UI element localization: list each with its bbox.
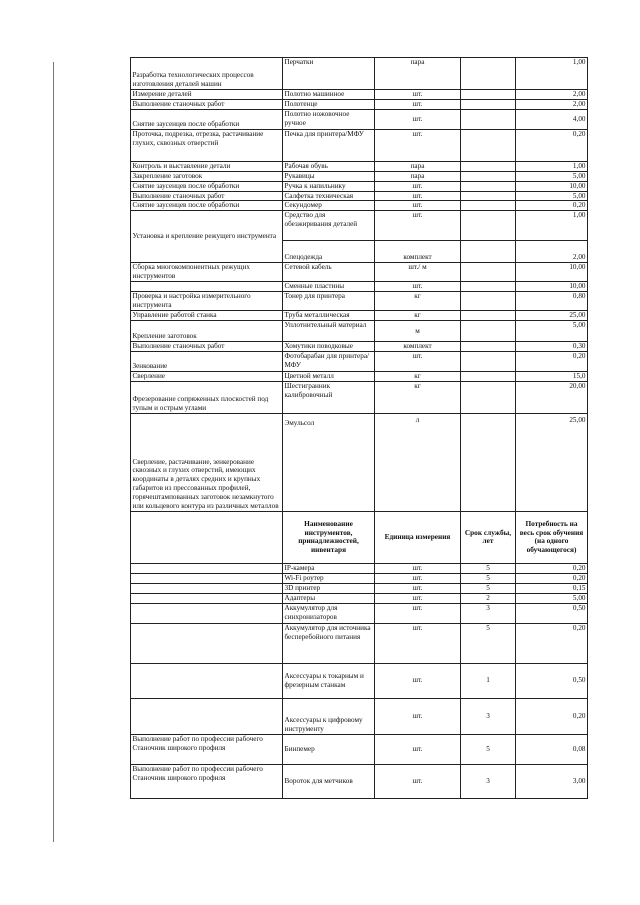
unit-cell: шт.	[375, 698, 461, 734]
name-cell: Хомутики поводковые	[283, 342, 375, 352]
name-cell: Перчатки	[283, 58, 375, 90]
table-row	[131, 58, 588, 90]
qty-cell: 5,00	[516, 593, 588, 603]
work-cell	[131, 698, 283, 734]
qty-cell: 5,00	[516, 171, 588, 181]
table-row	[131, 698, 588, 734]
unit-cell: шт.	[375, 583, 461, 593]
name-cell: Бинпемер	[283, 734, 375, 764]
work-cell: Измерение деталей	[131, 90, 283, 100]
qty-cell: 2,00	[516, 241, 588, 263]
term-cell	[461, 129, 516, 161]
table-row	[131, 263, 588, 282]
qty-cell: 0,20	[516, 573, 588, 583]
qty-cell: 0,30	[516, 342, 588, 352]
work-cell: Установка и крепление режущего инструмента	[131, 211, 283, 263]
qty-cell: 0,15	[516, 583, 588, 593]
unit-cell: шт.	[375, 282, 461, 292]
term-cell: 5	[461, 583, 516, 593]
term-cell	[461, 90, 516, 100]
table-row	[131, 171, 588, 181]
qty-cell: 0,20	[516, 563, 588, 573]
page-margin-line	[53, 62, 54, 842]
unit-cell: шт.	[375, 573, 461, 583]
qty-cell: 0,50	[516, 663, 588, 698]
name-cell: Аксессуары к цифровому инструменту	[283, 698, 375, 734]
term-cell: 5	[461, 623, 516, 663]
term-cell: 3	[461, 698, 516, 734]
qty-cell: 2,00	[516, 90, 588, 100]
qty-cell: 0,20	[516, 129, 588, 161]
unit-cell: пара	[375, 161, 461, 171]
work-cell	[131, 282, 283, 292]
term-cell	[461, 352, 516, 372]
qty-cell: 0,50	[516, 603, 588, 623]
qty-cell: 25,00	[516, 311, 588, 321]
name-cell: Уплотнительный материал	[283, 321, 375, 342]
name-cell: Полотно машинное	[283, 90, 375, 100]
unit-cell: шт.	[375, 129, 461, 161]
table-row	[131, 321, 588, 342]
work-cell: Выполнение станочных работ	[131, 191, 283, 201]
unit-cell: шт.	[375, 99, 461, 109]
unit-cell: шт.	[375, 90, 461, 100]
unit-cell: шт.	[375, 352, 461, 372]
qty-cell: 1,00	[516, 211, 588, 241]
term-cell: 5	[461, 563, 516, 573]
qty-cell: 0,80	[516, 292, 588, 311]
unit-cell: шт.	[375, 181, 461, 191]
term-cell	[461, 321, 516, 342]
term-cell: 3	[461, 764, 516, 798]
name-cell: Труба металлическая	[283, 311, 375, 321]
name-cell: Wi-Fi роутер	[283, 573, 375, 583]
unit-cell: комплект	[375, 342, 461, 352]
qty-cell: 5,00	[516, 321, 588, 342]
work-cell: Выполнение работ по профессии рабочего Станочник широкого профиля	[131, 734, 283, 764]
unit-cell: шт.	[375, 563, 461, 573]
term-cell: 5	[461, 573, 516, 583]
unit-cell: комплект	[375, 241, 461, 263]
qty-cell: 0,20	[516, 623, 588, 663]
term-cell	[461, 263, 516, 282]
qty-cell: 0,20	[516, 352, 588, 372]
work-cell: Сверление, растачивание, зенкерование сквозных и глухих отверстий, имеющих координаты в деталях средних и крупных габаритов из прессованных профилей, горячештампованных заготовок незамкнутого или кольцевого контура из различных металлов	[131, 413, 283, 511]
name-cell: Тонер для принтера	[283, 292, 375, 311]
work-cell: Проверка и настройка измерительного инструмента	[131, 292, 283, 311]
name-cell: Аккумулятор для синхронизаторов	[283, 603, 375, 623]
work-cell: Сверление	[131, 372, 283, 382]
name-cell: Эмульсол	[283, 413, 375, 511]
name-cell: Вороток для метчиков	[283, 764, 375, 798]
unit-cell: шт.	[375, 201, 461, 211]
work-cell	[131, 563, 283, 573]
qty-cell: 25,00	[516, 413, 588, 511]
term-cell	[461, 372, 516, 382]
term-cell	[461, 191, 516, 201]
qty-cell: 10,00	[516, 282, 588, 292]
name-cell: Рукавицы	[283, 171, 375, 181]
table-row	[131, 311, 588, 321]
qty-cell: 15,0	[516, 372, 588, 382]
name-cell: Салфетка техническая	[283, 191, 375, 201]
table-row	[131, 563, 588, 573]
qty-cell: 4,00	[516, 109, 588, 129]
term-cell: 1	[461, 663, 516, 698]
unit-cell: м	[375, 321, 461, 342]
name-cell: Рабочая обувь	[283, 161, 375, 171]
unit-cell: кг	[375, 311, 461, 321]
table-row	[131, 663, 588, 698]
unit-cell: шт.	[375, 109, 461, 129]
unit-cell: шт.	[375, 211, 461, 241]
table-row	[131, 593, 588, 603]
table-row	[131, 573, 588, 583]
table-row	[131, 181, 588, 191]
term-cell	[461, 211, 516, 241]
name-cell: Ручка к напильнику	[283, 181, 375, 191]
table-row	[131, 413, 588, 511]
term-cell: 2	[461, 593, 516, 603]
header-unit: Единица измерения	[375, 511, 461, 563]
term-cell	[461, 201, 516, 211]
table-row	[131, 211, 588, 241]
term-cell	[461, 161, 516, 171]
unit-cell: шт.	[375, 663, 461, 698]
work-cell	[131, 583, 283, 593]
unit-cell: пара	[375, 171, 461, 181]
name-cell: Спецодежда	[283, 241, 375, 263]
work-cell	[131, 593, 283, 603]
name-cell: Шестигранник калибровочный	[283, 381, 375, 413]
unit-cell: л	[375, 413, 461, 511]
table-row	[131, 90, 588, 100]
name-cell: Фотобарабан для принтера/МФУ	[283, 352, 375, 372]
name-cell: Полотно ножовочное ручное	[283, 109, 375, 129]
term-cell	[461, 413, 516, 511]
unit-cell: кг	[375, 381, 461, 413]
table-row	[131, 734, 588, 764]
term-cell	[461, 109, 516, 129]
term-cell: 5	[461, 734, 516, 764]
work-cell: Управление работой станка	[131, 311, 283, 321]
work-cell	[131, 663, 283, 698]
table-row	[131, 623, 588, 663]
work-cell	[131, 603, 283, 623]
unit-cell: шт.	[375, 623, 461, 663]
table-row	[131, 381, 588, 413]
name-cell: IP-камера	[283, 563, 375, 573]
qty-cell: 0,20	[516, 698, 588, 734]
unit-cell: кг	[375, 372, 461, 382]
term-cell: 3	[461, 603, 516, 623]
name-cell: Секундомер	[283, 201, 375, 211]
work-cell: Разработка технологических процессов изготовления деталей машин	[131, 58, 283, 90]
name-cell: Сменные пластины	[283, 282, 375, 292]
term-cell	[461, 99, 516, 109]
unit-cell: шт.	[375, 734, 461, 764]
work-cell: Зенкование	[131, 352, 283, 372]
table-row	[131, 161, 588, 171]
qty-cell: 0,20	[516, 201, 588, 211]
work-cell: Снятие заусенцев после обработки	[131, 181, 283, 191]
name-cell: Печка для принтера/МФУ	[283, 129, 375, 161]
qty-cell: 0,08	[516, 734, 588, 764]
table-header-row	[131, 511, 588, 563]
term-cell	[461, 58, 516, 90]
unit-cell: шт.	[375, 593, 461, 603]
term-cell	[461, 381, 516, 413]
work-cell: Снятие заусенцев после обработки	[131, 201, 283, 211]
unit-cell: шт.	[375, 603, 461, 623]
unit-cell: шт.	[375, 191, 461, 201]
name-cell: 3D принтер	[283, 583, 375, 593]
table-row	[131, 764, 588, 798]
name-cell: Аксессуары к токарным и фрезерным станкам	[283, 663, 375, 698]
work-cell: Крепление заготовок	[131, 321, 283, 342]
qty-cell: 1,00	[516, 58, 588, 90]
work-cell: Контроль и выставление детали	[131, 161, 283, 171]
name-cell: Цветной металл	[283, 372, 375, 382]
unit-cell: шт./ м	[375, 263, 461, 282]
name-cell: Аккумулятор для источника бесперебойного питания	[283, 623, 375, 663]
name-cell: Средство для обезжиривания деталей	[283, 211, 375, 241]
qty-cell: 10,00	[516, 181, 588, 191]
table-row	[131, 201, 588, 211]
table-row	[131, 372, 588, 382]
name-cell: Адаптеры	[283, 593, 375, 603]
work-cell: Выполнение работ по профессии рабочего Станочник широкого профиля	[131, 764, 283, 798]
qty-cell: 5,00	[516, 191, 588, 201]
name-cell: Сетевой кабель	[283, 263, 375, 282]
header-name: Наименование инструментов, принадлежностей, инвентаря	[283, 511, 375, 563]
unit-cell: пара	[375, 58, 461, 90]
equipment-table	[130, 57, 588, 799]
table-row	[131, 342, 588, 352]
work-cell: Сборка многокомпонентных режущих инструментов	[131, 263, 283, 282]
unit-cell: кг	[375, 292, 461, 311]
work-cell	[131, 623, 283, 663]
qty-cell: 1,00	[516, 161, 588, 171]
unit-cell: шт.	[375, 764, 461, 798]
table-row	[131, 129, 588, 161]
work-cell: Выполнение станочных работ	[131, 99, 283, 109]
table-row	[131, 352, 588, 372]
term-cell	[461, 311, 516, 321]
term-cell	[461, 241, 516, 263]
table-row	[131, 292, 588, 311]
table-row	[131, 109, 588, 129]
work-cell: Закрепление заготовок	[131, 171, 283, 181]
qty-cell: 20,00	[516, 381, 588, 413]
term-cell	[461, 181, 516, 191]
table-row	[131, 191, 588, 201]
term-cell	[461, 342, 516, 352]
term-cell	[461, 292, 516, 311]
table-row	[131, 99, 588, 109]
header-qty: Потребность на весь срок обучения (на одного обучающегося)	[516, 511, 588, 563]
work-cell: Фрезерование сопряженных плоскостей под тупым и острым углами	[131, 381, 283, 413]
work-cell: Выполнение станочных работ	[131, 342, 283, 352]
qty-cell: 3,00	[516, 764, 588, 798]
table-row	[131, 583, 588, 593]
name-cell: Полотенце	[283, 99, 375, 109]
work-cell	[131, 573, 283, 583]
header-term: Срок службы, лет	[461, 511, 516, 563]
qty-cell: 10,00	[516, 263, 588, 282]
work-cell: Снятие заусенцев после обработки	[131, 109, 283, 129]
table-row	[131, 603, 588, 623]
work-cell: Проточка, подрезка, отрезка, растачивание глухих, сквозных отверстий	[131, 129, 283, 161]
table-row	[131, 282, 588, 292]
term-cell	[461, 282, 516, 292]
header-empty-cell	[131, 511, 283, 563]
qty-cell: 2,00	[516, 99, 588, 109]
term-cell	[461, 171, 516, 181]
